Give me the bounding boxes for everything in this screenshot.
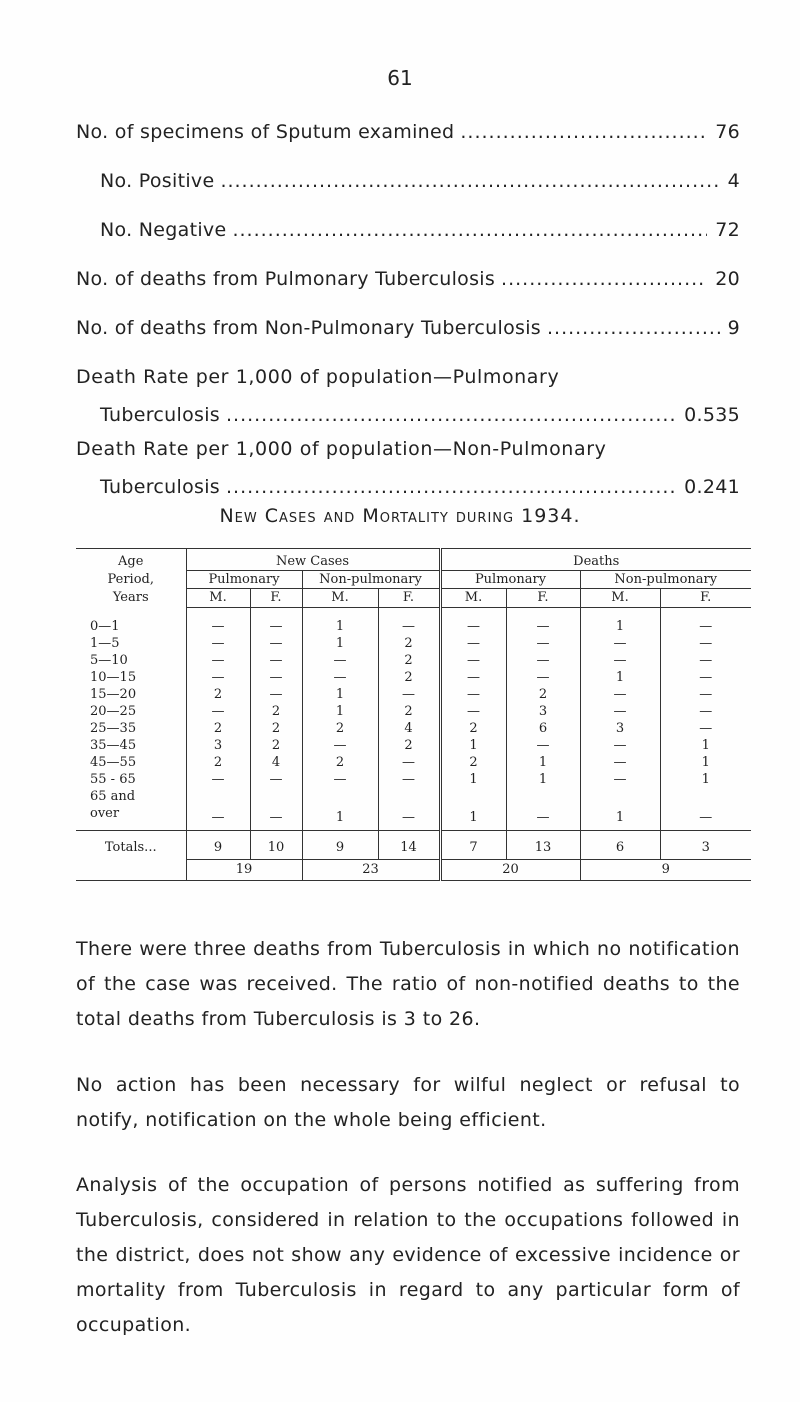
age-header-line: Age — [118, 554, 144, 569]
value-cell: — — [186, 669, 250, 686]
value-cell: — — [302, 737, 378, 754]
leader-dots — [226, 400, 676, 430]
table-row — [76, 754, 751, 771]
table-row — [76, 737, 751, 754]
value-cell: 1 — [701, 737, 710, 753]
total-cell: 9 — [302, 830, 378, 859]
value-cell: — — [250, 635, 302, 652]
leader-dots — [547, 313, 720, 343]
stat-value: 0.535 — [684, 404, 740, 426]
value-cell: — — [378, 771, 440, 788]
value-cell: 1 — [701, 754, 710, 770]
stat-label: Tuberculosis — [100, 404, 220, 426]
value-cell: — — [580, 737, 660, 754]
age-cell: 10—15 — [76, 669, 186, 686]
value-cell: — — [580, 703, 660, 720]
cases-mortality-table — [76, 548, 751, 881]
stat-rate-pulmonary — [76, 362, 740, 430]
value-cell: 2 — [186, 686, 250, 703]
value-cell: 1 — [302, 635, 378, 652]
paragraph-no-action: No action has been necessary for wilful neglect or refusal to notify, notification on the whole being efficient. — [76, 1074, 740, 1131]
value-cell — [660, 788, 751, 805]
value-cell: — — [186, 805, 250, 831]
value-cell: 2 — [440, 754, 506, 771]
value-cell: 2 — [250, 703, 302, 720]
grand-totals-row — [76, 859, 751, 880]
header-row-groups — [76, 549, 751, 571]
stat-sputum-examined — [76, 117, 740, 147]
stat-label: No. of deaths from Pulmonary Tuberculosis — [76, 268, 496, 290]
spacer-row — [76, 607, 751, 618]
value-cell: — — [580, 771, 660, 788]
stat-label: No. Negative — [100, 219, 227, 241]
grand-total-blank — [76, 859, 186, 880]
value-cell: 6 — [506, 720, 580, 737]
value-cell: 2 — [186, 720, 250, 737]
value-cell: — — [186, 618, 250, 635]
age-header — [76, 549, 186, 608]
table-row — [76, 686, 751, 703]
stat-positive — [100, 166, 740, 196]
deaths-header: Deaths — [573, 554, 620, 570]
table-row — [76, 635, 751, 652]
value-cell: 2 — [378, 652, 440, 669]
stat-value: 4 — [727, 170, 740, 192]
value-cell: 2 — [302, 720, 378, 737]
value-cell: — — [440, 635, 506, 652]
value-cell: — — [378, 618, 440, 635]
deaths-pulmonary-header: Pulmonary — [440, 571, 580, 589]
spacer-cell — [76, 607, 186, 618]
grand-total-new-pulmonary: 19 — [186, 859, 302, 880]
new-nonpulmonary-header: Non-pulmonary — [302, 571, 440, 589]
value-cell: — — [699, 686, 713, 702]
total-cell: 3 — [660, 830, 751, 859]
value-cell: — — [699, 635, 713, 651]
value-cell: 1 — [302, 618, 378, 635]
value-cell: — — [302, 771, 378, 788]
age-cell: over — [76, 805, 186, 831]
value-cell: — — [440, 652, 506, 669]
value-cell: — — [580, 652, 660, 669]
value-cell: 2 — [186, 754, 250, 771]
total-cell: 10 — [250, 830, 302, 859]
stat-label: No. of deaths from Non-Pulmonary Tuberculosis — [76, 317, 541, 339]
total-cell: 7 — [440, 830, 506, 859]
paragraph-non-notified: There were three deaths from Tuberculosis in which no notification of the case was received. The ratio of non-notified deaths to the total deaths from Tuberculosis is 3 to 26. — [76, 938, 740, 1030]
value-cell: — — [506, 805, 580, 831]
stat-negative — [100, 215, 740, 245]
stat-label: No. Positive — [100, 170, 215, 192]
value-cell: — — [440, 686, 506, 703]
leader-dots — [232, 215, 707, 245]
value-cell: 1 — [506, 771, 580, 788]
stat-nonpulmonary-deaths — [76, 313, 740, 343]
value-cell: — — [250, 669, 302, 686]
sex-f-header: F. — [378, 589, 440, 607]
value-cell: 3 — [580, 720, 660, 737]
value-cell: 1 — [440, 805, 506, 831]
total-cell: 9 — [186, 830, 250, 859]
value-cell: — — [186, 771, 250, 788]
age-header-line: Years — [112, 590, 149, 605]
spacer-cell — [506, 607, 580, 618]
value-cell: 1 — [580, 805, 660, 831]
age-cell: 25—35 — [76, 720, 186, 737]
stat-value: 9 — [727, 317, 740, 339]
value-cell: — — [580, 754, 660, 771]
value-cell: 4 — [250, 754, 302, 771]
value-cell: 1 — [506, 754, 580, 771]
value-cell: — — [186, 635, 250, 652]
leader-dots — [460, 117, 707, 147]
value-cell: 3 — [186, 737, 250, 754]
age-cell: 45—55 — [76, 754, 186, 771]
value-cell — [302, 788, 378, 805]
value-cell — [378, 788, 440, 805]
stat-value: 72 — [715, 219, 740, 241]
leader-dots — [226, 472, 676, 502]
rate-heading: Death Rate per 1,000 of population—Non-Pulmonary — [76, 438, 607, 460]
value-cell: — — [699, 652, 713, 668]
value-cell: — — [250, 771, 302, 788]
value-cell: 2 — [378, 703, 440, 720]
value-cell: — — [302, 652, 378, 669]
totals-label: Totals... — [76, 830, 186, 859]
value-cell: — — [506, 635, 580, 652]
value-cell: — — [250, 652, 302, 669]
sex-f-header: F. — [660, 589, 751, 607]
value-cell: 2 — [506, 686, 580, 703]
age-cell: 1—5 — [76, 635, 186, 652]
value-cell: 3 — [506, 703, 580, 720]
value-cell: — — [302, 669, 378, 686]
value-cell: — — [378, 805, 440, 831]
table-row — [76, 771, 751, 788]
value-cell: 1 — [302, 686, 378, 703]
value-cell: 1 — [580, 669, 660, 686]
spacer-cell — [186, 607, 250, 618]
deaths-nonpulmonary-header: Non-pulmonary — [580, 571, 751, 589]
value-cell: — — [580, 635, 660, 652]
age-cell: 20—25 — [76, 703, 186, 720]
value-cell: 1 — [302, 703, 378, 720]
table-row — [76, 720, 751, 737]
value-cell: 1 — [440, 737, 506, 754]
data-rows — [76, 618, 751, 788]
sex-f-header: F. — [250, 589, 302, 607]
value-cell: — — [186, 703, 250, 720]
age-cell: 55 - 65 — [76, 771, 186, 788]
value-cell: — — [580, 686, 660, 703]
spacer-cell — [302, 607, 378, 618]
value-cell: — — [186, 652, 250, 669]
new-pulmonary-header: Pulmonary — [186, 571, 302, 589]
sex-f-header: F. — [506, 589, 580, 607]
spacer-cell — [660, 607, 751, 618]
total-cell: 6 — [580, 830, 660, 859]
value-cell: 2 — [250, 737, 302, 754]
value-cell: — — [699, 669, 713, 685]
value-cell — [186, 788, 250, 805]
sex-m-header: M. — [186, 589, 250, 607]
total-cell: 13 — [506, 830, 580, 859]
spacer-cell — [250, 607, 302, 618]
table-row — [76, 703, 751, 720]
stat-label: No. of specimens of Sputum examined — [76, 121, 455, 143]
table-row-65-over-values — [76, 805, 751, 831]
value-cell: — — [440, 618, 506, 635]
sex-m-header: M. — [580, 589, 660, 607]
value-cell: — — [506, 737, 580, 754]
grand-total-deaths-nonpulmonary: 9 — [661, 862, 670, 877]
new-cases-header: New Cases — [186, 549, 440, 571]
value-cell: 2 — [378, 635, 440, 652]
age-cell: 65 and — [76, 788, 186, 805]
paragraph-occupation: Analysis of the occupation of persons notified as suffering from Tuberculosis, considered in relation to the occupations followed in the district, does not show any evidence of excessive incidence or mortality from Tuberculosis in regard to any particular form of occupation. — [76, 1174, 740, 1336]
value-cell: 2 — [378, 737, 440, 754]
age-cell: 15—20 — [76, 686, 186, 703]
value-cell — [580, 788, 660, 805]
stat-value: 20 — [715, 268, 740, 290]
value-cell: — — [378, 754, 440, 771]
value-cell: — — [506, 669, 580, 686]
value-cell: — — [699, 720, 713, 736]
total-cell: 14 — [378, 830, 440, 859]
rate-heading: Death Rate per 1,000 of population—Pulmonary — [76, 366, 560, 388]
value-cell: 1 — [701, 771, 710, 787]
spacer-cell — [580, 607, 660, 618]
table-row — [76, 652, 751, 669]
value-cell — [440, 788, 506, 805]
spacer-cell — [378, 607, 440, 618]
value-cell: 4 — [378, 720, 440, 737]
leader-dots — [501, 264, 707, 294]
stat-label: Tuberculosis — [100, 476, 220, 498]
stat-value: 0.241 — [684, 476, 740, 498]
sex-m-header: M. — [440, 589, 506, 607]
page-number: 61 — [387, 66, 413, 90]
grand-total-new-nonpulmonary: 23 — [302, 859, 440, 880]
grand-total-deaths-pulmonary: 20 — [440, 859, 580, 880]
sex-m-header: M. — [302, 589, 378, 607]
table-row-65-over — [76, 788, 751, 805]
value-cell: 1 — [580, 618, 660, 635]
stat-rate-nonpulmonary — [76, 434, 740, 502]
age-cell: 0—1 — [76, 618, 186, 635]
table-row — [76, 618, 751, 635]
value-cell: — — [506, 618, 580, 635]
value-cell — [250, 788, 302, 805]
age-cell: 35—45 — [76, 737, 186, 754]
totals-row — [76, 830, 751, 859]
value-cell: — — [699, 809, 713, 825]
stat-value: 76 — [715, 121, 740, 143]
value-cell: 2 — [250, 720, 302, 737]
value-cell: — — [250, 805, 302, 831]
table-title: New Cases and Mortality during 1934. — [219, 505, 581, 527]
value-cell: 2 — [302, 754, 378, 771]
stat-pulmonary-deaths — [76, 264, 740, 294]
value-cell: — — [440, 703, 506, 720]
value-cell: — — [699, 703, 713, 719]
age-cell: 5—10 — [76, 652, 186, 669]
value-cell: — — [699, 618, 713, 634]
spacer-cell — [440, 607, 506, 618]
value-cell — [506, 788, 580, 805]
table-row — [76, 669, 751, 686]
value-cell: 2 — [440, 720, 506, 737]
leader-dots — [220, 166, 719, 196]
value-cell: 1 — [302, 805, 378, 831]
value-cell: — — [250, 618, 302, 635]
value-cell: — — [440, 669, 506, 686]
age-header-line: Period, — [107, 572, 154, 587]
value-cell: — — [506, 652, 580, 669]
value-cell: — — [378, 686, 440, 703]
value-cell: 1 — [440, 771, 506, 788]
value-cell: 2 — [378, 669, 440, 686]
value-cell: — — [250, 686, 302, 703]
